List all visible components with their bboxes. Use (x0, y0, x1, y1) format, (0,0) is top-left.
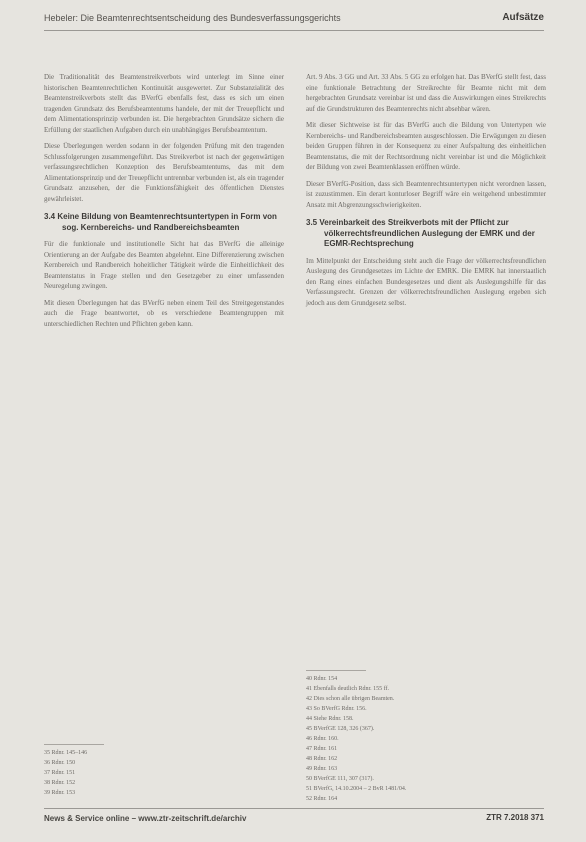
left-paragraph-1: Die Traditionalität des Beamtenstreikverbots wird unterlegt im Sinne einer historischen Beamtenrechtlichen Kontinuität ausgewertet. Zur Substanzialität des Beamtenstreikverbots stellt das BVerfG ebenfalls fest, dass es sich um einen tragenden Grundsatz des Berufsbeamtentums handele, der mit der Treuepflicht und dem Alimentationsprinzip verbunden ist. Die hergebrachten Grundsätze sichern die Erfüllung der staatlichen Aufgaben durch ein unabhängiges Berufsbeamtentum. (44, 73, 284, 134)
footnote: 42 Dies schon alle übrigen Beamten. (306, 696, 395, 702)
footnote: 51 BVerfG, 14.10.2004 – 2 BvR 1481/04. (306, 786, 407, 792)
footnote: 50 BVerfGE 111, 307 (317). (306, 776, 374, 782)
right-footnote-rule (306, 670, 366, 671)
footnote: 47 Rdnr. 161 (306, 746, 338, 752)
footnote: 44 Siehe Rdnr. 158. (306, 716, 354, 722)
right-column (306, 72, 546, 314)
footnote: 45 BVerfGE 128, 326 (367). (306, 726, 375, 732)
section-label: Aufsätze (502, 12, 544, 23)
left-footnote-rule (44, 744, 104, 745)
right-paragraph-2: Mit dieser Sichtweise ist für das BVerfG auch die Bildung von Untertypen wie Kernbereichs- und Randbereichsbeamten ausgeschlossen. Die Erwägungen zu diesen beiden Gruppen führen in der Konsequenz zu einer Aufspaltung des einheitlichen Beamtenstatus, die mit der Rechtsordnung nicht vereinbar ist und die Möglichkeit der Bildung von zwei Beamtenklassen eröffnen würde. (306, 121, 546, 171)
section-heading-3-4: 3.4 Keine Bildung von Beamtenrechtsuntertypen in Form von sog. Kernbereichs- und Randbereichsbeamten (44, 212, 277, 232)
footnote: 37 Rdnr. 151 (44, 770, 76, 776)
footnote: 49 Rdnr. 163 (306, 766, 338, 772)
footnote: 39 Rdnr. 153 (44, 790, 76, 796)
footnote: 38 Rdnr. 152 (44, 780, 76, 786)
footnote: 40 Rdnr. 154 (306, 676, 338, 682)
footnote: 35 Rdnr. 145–146 (44, 750, 88, 756)
left-column (44, 72, 284, 335)
right-paragraph-3: Dieser BVerfG-Position, dass sich Beamtenrechtsuntertypen nicht verordnen lassen, ist zuzustimmen. Ein derart konturloser Begriff wäre ein weitgehend unbestimmter Ansatz mit Abgrenzungsschwierigkeiten. (306, 179, 546, 209)
left-paragraph-4: Mit diesen Überlegungen hat das BVerfG neben einem Teil des Streitgegenstandes auch die Frage beantwortet, ob es verschiedene Beamtengruppen mit unterschiedlichen Rechten und Pflichten geben kann. (44, 298, 284, 328)
footnote: 36 Rdnr. 150 (44, 760, 76, 766)
running-header (44, 10, 544, 31)
running-header-title: Hebeler: Die Beamtenrechtsentscheidung des Bundesverfassungsgerichts (44, 13, 341, 23)
left-paragraph-3: Für die funktionale und institutionelle Sicht hat das BVerfG die alleinige Orientierung an der Aufgabe des Beamten abgelehnt. Eine Differenzierung zwischen Kernbereich und Randbereich hoheitlicher Tätigkeit würde die Einheitlichkeit des Beamtenstatus in Frage stellen und den Gesetzgeber zu einer umfassenden Neuregelung zwingen. (44, 240, 284, 290)
footnote: 41 Ebenfalls deutlich Rdnr. 155 ff. (306, 686, 390, 692)
page-footer (44, 808, 544, 827)
right-footnotes (306, 674, 546, 804)
footnote: 46 Rdnr. 160. (306, 736, 339, 742)
left-paragraph-2: Diese Überlegungen werden sodann in der folgenden Prüfung mit den tragenden Schlussfolgerungen zusammengeführt. Das Streikverbot ist nach der gegenwärtigen verfassungsrechtlichen Konzeption des Berufsbeamtentums, das mit dem Alimentationsprinzip und der Treuepflicht untrennbar verbunden ist, als ein tragender Grundsatz anzusehen, der die Funktionsfähigkeit des öffentlichen Dienstes gewährleistet. (44, 142, 284, 203)
footer-archive-link[interactable]: News & Service online – www.ztr-zeitschrift.de/archiv (44, 814, 247, 823)
right-paragraph-4: Im Mittelpunkt der Entscheidung steht auch die Frage der völkerrechtsfreundlichen Auslegung des Grundgesetzes im Lichte der EMRK. Die EMRK hat innerstaatlich den Rang eines einfachen Bundesgesetzes und dient als Auslegungshilfe für das Verfassungsrecht. Grenzen der völkerrechtsfreundlichen Auslegung ergeben sich jedoch aus dem Grundgesetz selbst. (306, 256, 546, 307)
footnote: 48 Rdnr. 162 (306, 756, 338, 762)
footnote: 52 Rdnr. 164 (306, 796, 338, 802)
footnote: 43 So BVerfG Rdnr. 156. (306, 706, 367, 712)
footer-journal-page: ZTR 7.2018 371 (486, 813, 544, 822)
section-heading-3-5: 3.5 Vereinbarkeit des Streikverbots mit der Pflicht zur völkerrechtsfreundlichen Auslegung der EMRK und der EGMR-Rechtsprechung (306, 218, 535, 248)
right-paragraph-1: Art. 9 Abs. 3 GG und Art. 33 Abs. 5 GG zu erfolgen hat. Das BVerfG stellt fest, dass eine funktionale Betrachtung der Streikrechte für Beamte nicht mit dem hergebrachten Grundsatz vereinbar ist und dass die Auswirkungen eines Streikrechts auf die Grundstrukturen des Beamtenrechts nicht absehbar wären. (306, 73, 546, 113)
left-footnotes (44, 748, 284, 798)
